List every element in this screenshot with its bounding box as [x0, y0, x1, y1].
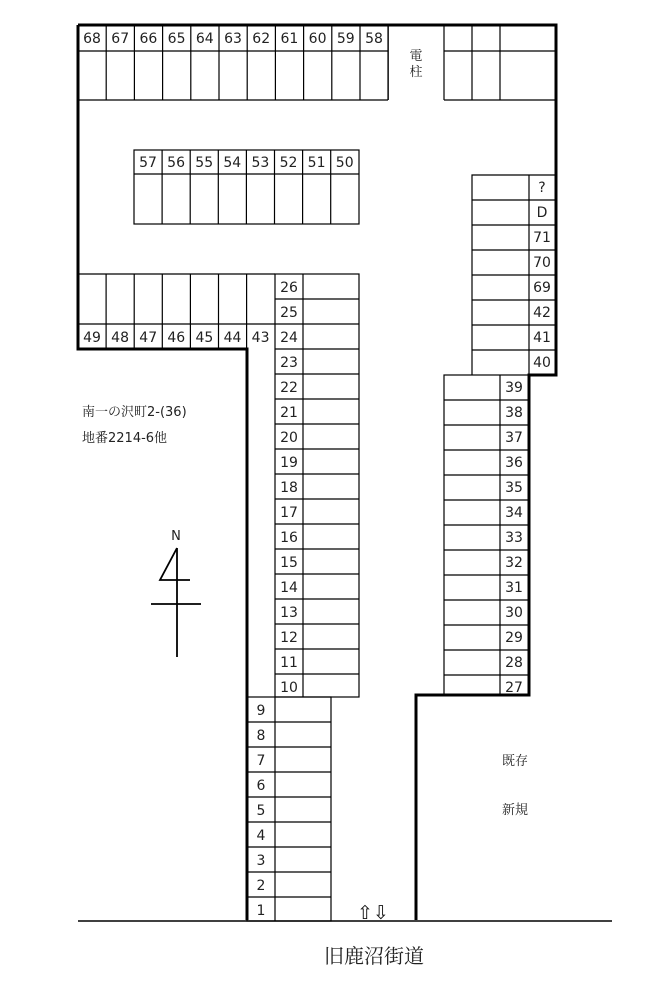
stall-number: 29: [505, 630, 523, 646]
legend-new: 新規: [502, 803, 529, 818]
stall-number: 7: [256, 753, 266, 769]
stall-number: 44: [223, 330, 242, 346]
stall-number: 52: [279, 155, 298, 171]
stall-number: 5: [256, 803, 266, 819]
stall-number: 19: [280, 455, 298, 471]
stall-number: 38: [505, 405, 523, 421]
stall-number: 57: [139, 155, 157, 171]
stall-number: 67: [111, 31, 130, 47]
stall-number: 69: [533, 280, 551, 296]
stall-number: 4: [256, 828, 266, 844]
stall-number: 39: [505, 380, 523, 396]
stall-number: 45: [195, 330, 214, 346]
compass-label: N: [171, 529, 181, 544]
stall-number: 58: [365, 31, 383, 47]
road-name: 旧鹿沼街道: [324, 944, 424, 968]
utility-pole-label-2: 柱: [409, 65, 423, 80]
stall-number: 56: [167, 155, 186, 171]
stall-number: 35: [505, 480, 523, 496]
stall-number: 53: [251, 155, 270, 171]
stall-number: 32: [505, 555, 523, 571]
stall-number: 34: [505, 505, 523, 521]
stall-number: 61: [280, 31, 299, 47]
stall-number: 3: [256, 853, 266, 869]
stall-number: 60: [308, 31, 327, 47]
stall-number: 15: [280, 555, 298, 571]
address-line-1: 南一の沢町2-(36): [82, 405, 187, 420]
stall-number: 14: [280, 580, 298, 596]
stall-number: 55: [195, 155, 214, 171]
stall-number: 17: [280, 505, 298, 521]
stall-number: 46: [167, 330, 186, 346]
stall-number: 13: [280, 605, 298, 621]
stall-number: 68: [83, 31, 101, 47]
stall-number: 30: [505, 605, 523, 621]
stall-number: 40: [533, 355, 551, 371]
stall-number: 26: [280, 280, 298, 296]
stall-number: 25: [280, 305, 298, 321]
stall-number: 10: [280, 680, 298, 696]
stall-number: 47: [139, 330, 158, 346]
stall-number: 54: [223, 155, 242, 171]
stall-number: 12: [280, 630, 298, 646]
stall-number: 59: [336, 31, 355, 47]
stall-number: D: [536, 205, 548, 221]
stall-number: 20: [280, 430, 298, 446]
legend-existing: 既存: [502, 754, 529, 769]
stall-number: 41: [533, 330, 551, 346]
address-line-2: 地番2214-6他: [82, 431, 168, 446]
stall-number: 64: [195, 31, 214, 47]
stall-number: 9: [256, 703, 266, 719]
stall-number: 6: [256, 778, 266, 794]
stall-number: ?: [538, 180, 546, 196]
stall-number: 22: [280, 380, 298, 396]
stall-number: 65: [167, 31, 186, 47]
stall-number: 31: [505, 580, 523, 596]
stall-number: 8: [256, 728, 266, 744]
stall-number: 71: [533, 230, 551, 246]
stall-number: 27: [505, 680, 523, 696]
stall-number: 16: [280, 530, 298, 546]
utility-pole-label-1: 電: [409, 49, 423, 64]
stall-number: 33: [505, 530, 523, 546]
stall-number: 66: [139, 31, 158, 47]
stall-number: 48: [111, 330, 130, 346]
stall-number: 36: [505, 455, 523, 471]
stall-number: 1: [256, 903, 266, 919]
stall-number: 49: [83, 330, 101, 346]
stall-number: 43: [251, 330, 270, 346]
entrance-arrows-icon: ⇧⇩: [357, 902, 389, 924]
stall-number: 24: [280, 330, 298, 346]
stall-number: 50: [335, 155, 354, 171]
stall-number: 63: [224, 31, 242, 47]
stall-number: 28: [505, 655, 523, 671]
stall-number: 51: [307, 155, 326, 171]
north-arrow-icon: [151, 548, 201, 657]
stall-number: 11: [280, 655, 298, 671]
stall-number: 2: [256, 878, 266, 894]
stall-number: 23: [280, 355, 298, 371]
stall-number: 70: [533, 255, 551, 271]
stall-number: 42: [533, 305, 551, 321]
stall-number: 18: [280, 480, 298, 496]
stall-number: 21: [280, 405, 298, 421]
stall-number: 62: [252, 31, 271, 47]
stall-number: 37: [505, 430, 523, 446]
